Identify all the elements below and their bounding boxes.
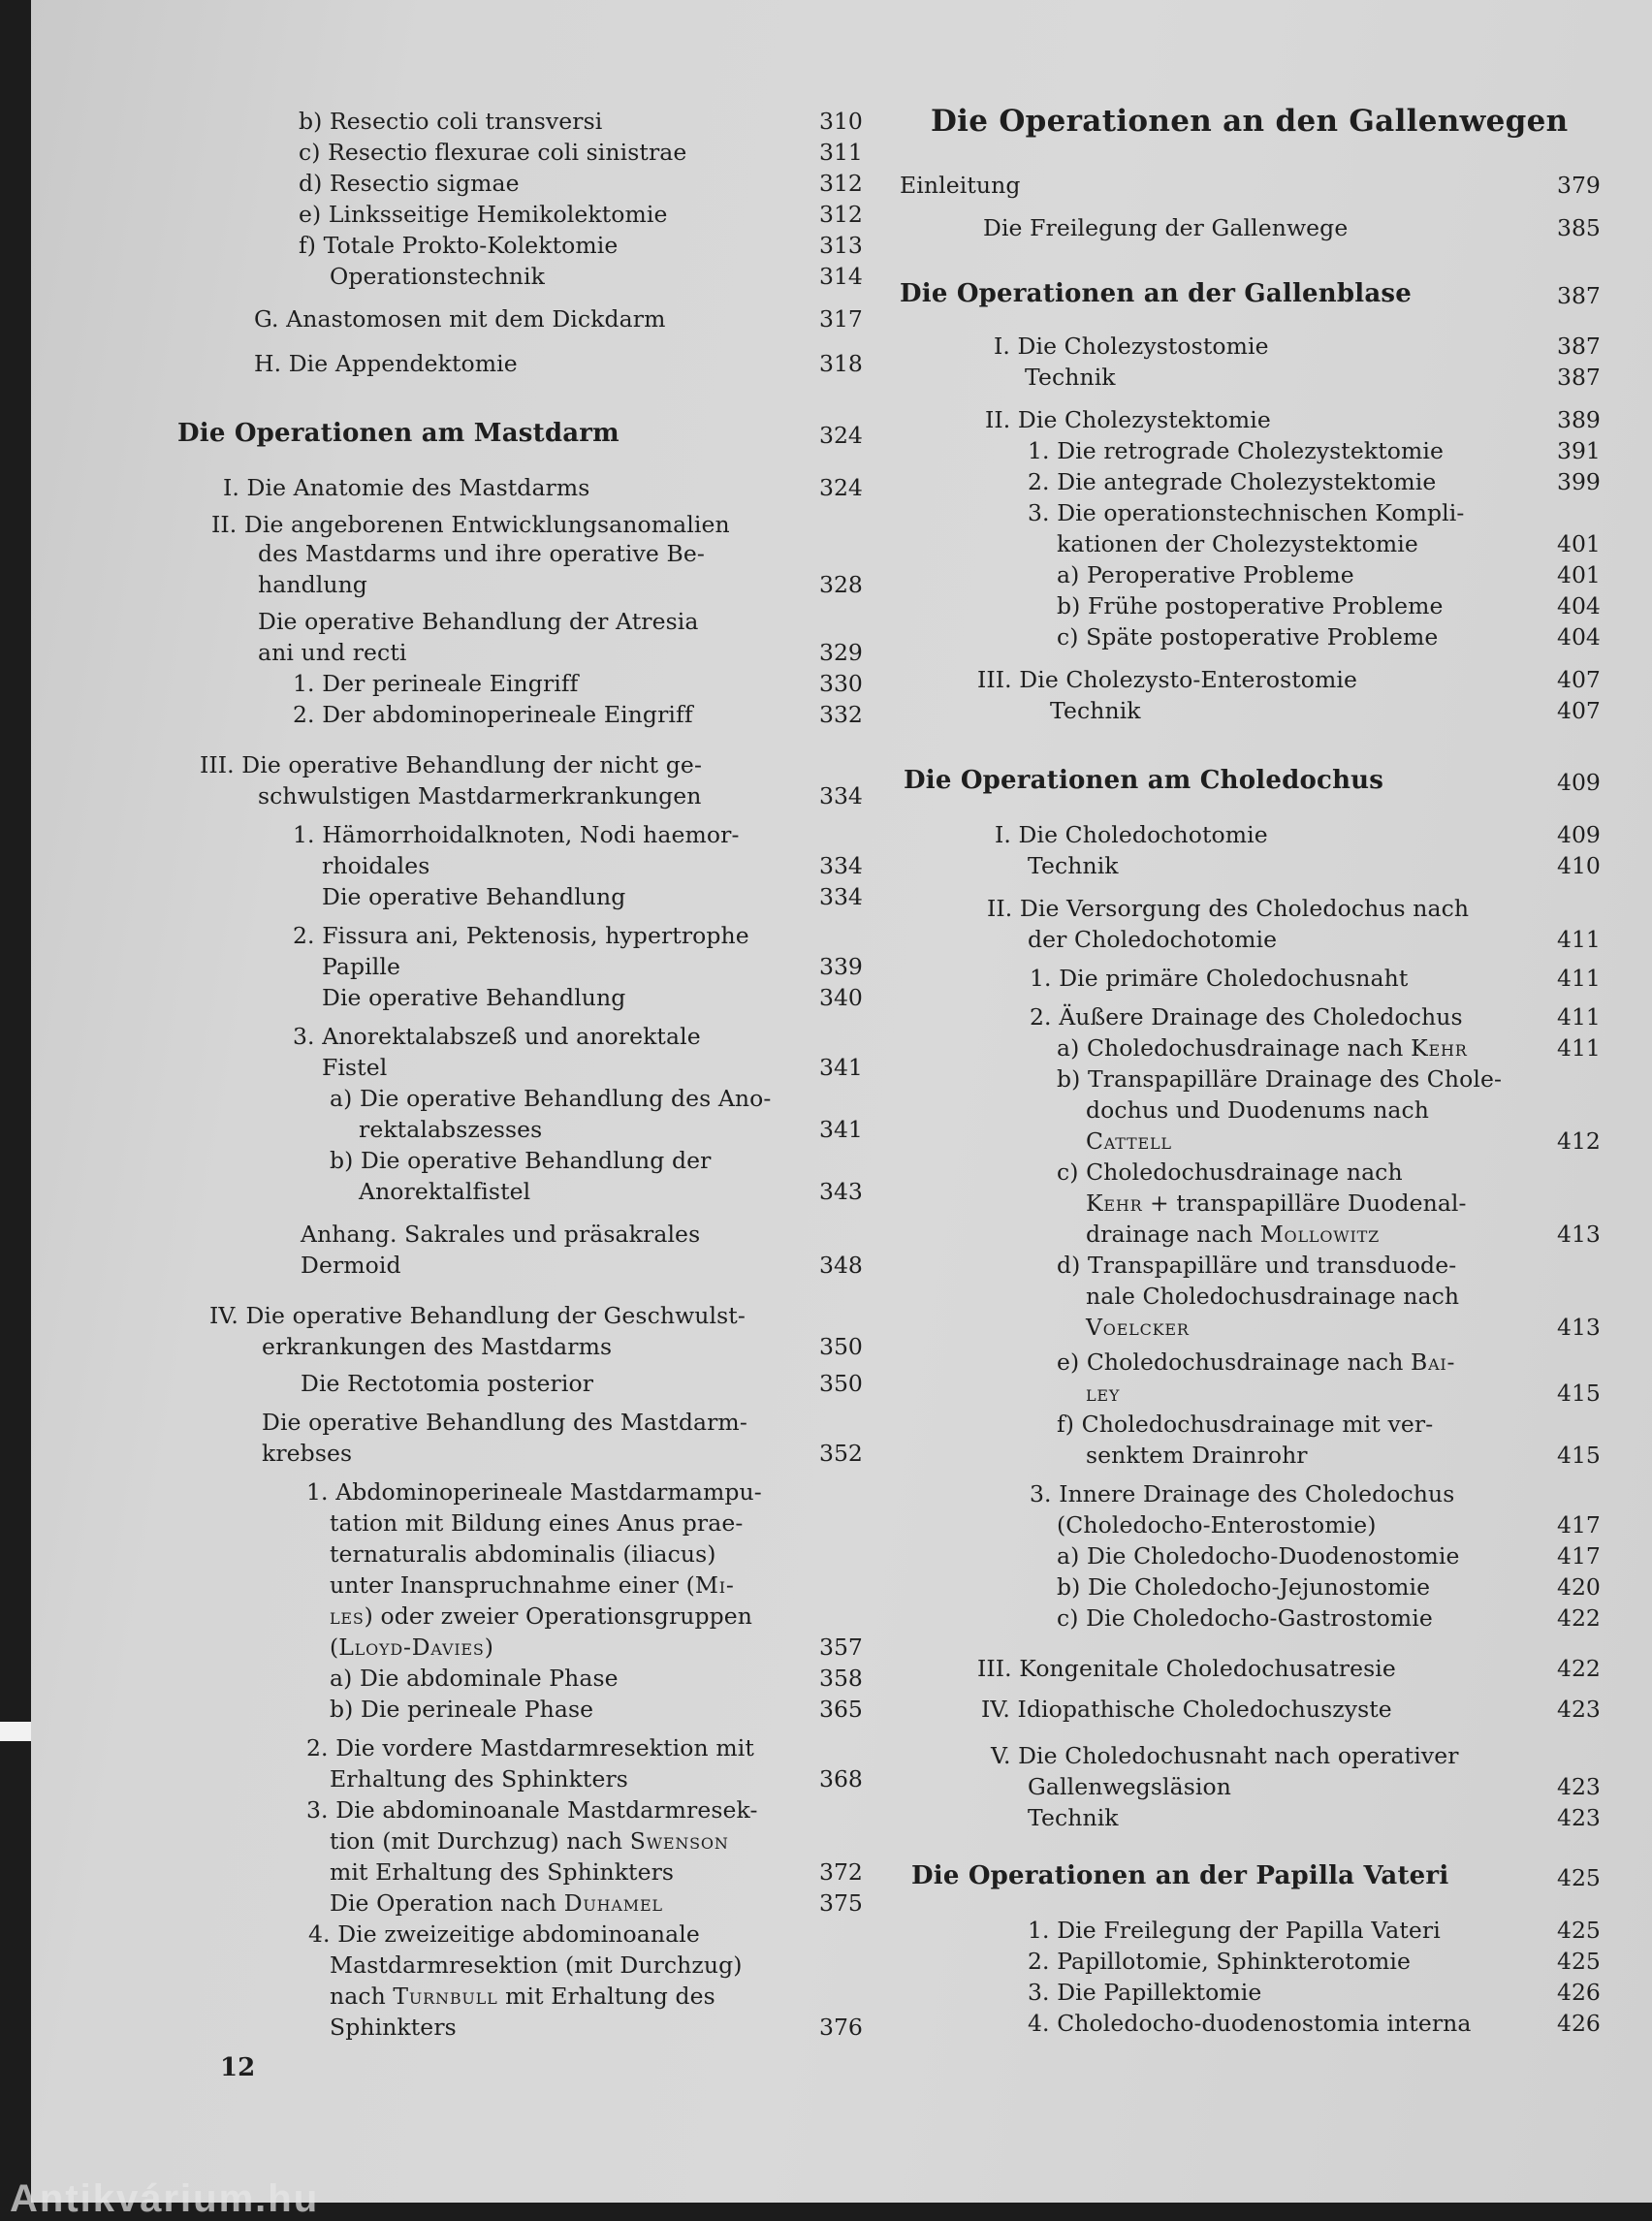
left-toc-page-number: 318 [819,350,863,377]
left-toc-page-number: 324 [819,474,863,501]
right-toc-entry: II. Die Cholezystektomie [985,406,1271,433]
left-toc-page-number: 341 [819,1054,863,1081]
right-toc-entry: 1. Die primäre Choledochusnaht [1030,965,1409,992]
right-toc-entry: 1. Die Freilegung der Papilla Vateri [1028,1917,1441,1944]
right-toc-entry: I. Die Cholezystostomie [994,333,1269,360]
left-toc-entry: b) Die perineale Phase [330,1696,594,1723]
right-toc-entry: 2. Die antegrade Cholezystektomie [1028,468,1437,495]
author-name: ley [1086,1380,1121,1407]
right-toc-page-number: 425 [1557,1864,1601,1891]
right-toc-page-number: 410 [1557,852,1601,879]
left-toc-entry: 2. Fissura ani, Pektenosis, hypertrophe [293,922,749,949]
left-toc-page-number: 314 [819,263,863,290]
left-toc-entry: 2. Die vordere Mastdarmresektion mit [306,1734,754,1761]
right-toc-page-number: 415 [1557,1442,1601,1469]
left-toc-entry: rektalabszesses [359,1116,543,1143]
right-toc-entry: a) Peroperative Probleme [1057,561,1354,588]
author-name: Duhamel [563,1889,663,1917]
left-toc-entry: d) Resectio sigmae [299,170,520,197]
left-toc-entry: Papille [322,953,400,980]
right-toc-entry: b) Frühe postoperative Probleme [1057,592,1444,619]
author-name: Voelcker [1086,1314,1190,1341]
left-toc-entry: 4. Die zweizeitige abdominoanale [308,1920,700,1948]
right-toc-entry: Die Freilegung der Gallenwege [983,214,1349,241]
right-toc-page-number: 426 [1557,1979,1601,2006]
right-toc-entry: Einleitung [900,172,1021,199]
right-toc-page-number: 426 [1557,2010,1601,2037]
left-toc-page-number: 375 [819,1889,863,1917]
left-toc-entry: erkrankungen des Mastdarms [262,1333,613,1360]
left-toc-page-number: 358 [819,1665,863,1692]
left-toc-page-number: 329 [819,639,863,666]
right-toc-entry: d) Transpapilläre und transduode- [1057,1252,1457,1279]
left-toc-page-number: 352 [819,1440,863,1467]
right-toc-page-number: 404 [1557,623,1601,650]
left-toc-page-number: 313 [819,232,863,259]
left-toc-page-number: 334 [819,852,863,879]
right-toc-entry: 3. Die operationstechnischen Kompli- [1028,499,1465,526]
right-toc-page-number: 417 [1557,1511,1601,1539]
left-toc-entry: Erhaltung des Sphinkters [330,1765,628,1793]
right-toc-entry: kationen der Cholezystektomie [1057,530,1418,557]
right-toc-entry [1086,1313,1190,1342]
left-toc-page-number: 330 [819,670,863,697]
left-toc-page-number: 365 [819,1696,863,1723]
left-toc-page-number: 350 [819,1333,863,1360]
right-toc-entry: III. Die Cholezysto-Enterostomie [977,666,1358,693]
left-toc-page-number: 339 [819,953,863,980]
right-toc-page-number: 385 [1557,214,1601,241]
left-toc-entry: Die operative Behandlung [322,984,626,1011]
left-toc-page-number: 372 [819,1858,863,1886]
right-toc-entry: V. Die Choledochusnaht nach operativer [991,1742,1459,1769]
author-name: Cattell [1086,1127,1172,1155]
right-toc-page-number: 423 [1557,1804,1601,1831]
left-toc-page-number: 343 [819,1178,863,1205]
right-toc-entry: f) Choledochusdrainage mit ver- [1057,1411,1434,1438]
right-toc-page-number: 401 [1557,561,1601,588]
right-toc-page-number: 411 [1557,926,1601,953]
left-toc-entry: Dermoid [301,1252,401,1279]
left-toc-entry: IV. Die operative Behandlung der Geschwulst- [209,1302,746,1329]
left-toc-entry: 1. Hämorrhoidalknoten, Nodi haemor- [293,821,740,848]
left-toc-entry: 1. Abdominoperineale Mastdarmampu- [306,1478,762,1506]
right-toc-entry: drainage nach Mollowitz [1086,1221,1380,1248]
left-toc-entry: mit Erhaltung des Sphinkters [330,1858,675,1886]
right-toc-page-number: 425 [1557,1917,1601,1944]
left-toc-entry: handlung [258,571,367,598]
right-toc-entry: c) Die Choledocho-Gastrostomie [1057,1604,1433,1632]
author-name: Turnbull [393,1983,498,2010]
right-toc-entry: nale Choledochusdrainage nach [1086,1283,1460,1310]
author-name: les [330,1602,365,1630]
right-toc-page-number: 423 [1557,1773,1601,1800]
left-toc-page-number: 368 [819,1765,863,1793]
right-toc-entry: 3. Die Papillektomie [1028,1979,1262,2006]
right-toc-page-number: 387 [1557,364,1601,391]
right-toc-entry: Die Operationen an den Gallenwegen [931,104,1569,139]
left-toc-page-number: 312 [819,170,863,197]
right-toc-entry: senktem Drainrohr [1086,1442,1308,1469]
right-toc-page-number: 391 [1557,437,1601,464]
right-toc-entry: IV. Idiopathische Choledochuszyste [981,1696,1392,1723]
left-toc-page-number: 334 [819,883,863,910]
left-toc-entry: b) Resectio coli transversi [299,108,603,135]
left-toc-entry: 3. Anorektalabszeß und anorektale [293,1023,701,1050]
author-name: Bai- [1411,1348,1456,1376]
left-toc-entry: H. Die Appendektomie [254,350,518,377]
right-toc-page-number: 407 [1557,697,1601,724]
right-toc-entry: Die Operationen an der Papilla Vateri [911,1861,1449,1890]
right-toc-entry: (Choledocho-Enterostomie) [1057,1511,1377,1539]
right-toc-entry: a) Die Choledocho-Duodenostomie [1057,1542,1460,1570]
right-toc-entry: c) Späte postoperative Probleme [1057,623,1439,650]
right-toc-page-number: 399 [1557,468,1601,495]
right-toc-entry: I. Die Choledochotomie [995,821,1268,848]
right-toc-page-number: 413 [1557,1314,1601,1341]
right-toc-entry: 2. Äußere Drainage des Choledochus [1030,1003,1463,1031]
watermark: Antikvárium.hu [10,2177,320,2220]
left-toc-entry: Die Operationen am Mastdarm [177,419,620,448]
right-toc-entry: a) Choledochusdrainage nach Kehr [1057,1034,1468,1062]
right-toc-entry: dochus und Duodenums nach [1086,1096,1430,1124]
page-number: 12 [220,2053,256,2082]
right-toc-entry: Technik [1028,852,1119,879]
left-toc-entry: G. Anastomosen mit dem Dickdarm [254,305,666,333]
right-toc-page-number: 387 [1557,282,1601,309]
right-toc-entry: Gallenwegsläsion [1028,1773,1231,1800]
left-toc-entry: tion (mit Durchzug) nach Swenson [330,1827,729,1855]
right-toc-entry: c) Choledochusdrainage nach [1057,1158,1403,1186]
right-toc-entry: 1. Die retrograde Cholezystektomie [1028,437,1444,464]
left-toc-entry: les) oder zweier Operationsgruppen [330,1602,753,1630]
left-toc-entry: c) Resectio flexurae coli sinistrae [299,139,687,166]
right-toc-entry [1086,1126,1172,1156]
left-toc-page-number: 357 [819,1634,863,1661]
author-name: Swenson [629,1827,729,1855]
right-toc-page-number: 389 [1557,406,1601,433]
left-toc-entry: 3. Die abdominoanale Mastdarmresek- [306,1796,758,1824]
author-name: Mollowitz [1259,1221,1380,1248]
left-toc-entry: III. Die operative Behandlung der nicht ge- [200,751,702,778]
right-toc-entry: Technik [1028,1804,1119,1831]
right-toc-page-number: 423 [1557,1696,1601,1723]
left-toc-entry: Die Rectotomia posterior [301,1370,594,1397]
left-toc-entry: Sphinkters [330,2014,457,2041]
spine-strip [0,1722,31,1741]
right-toc-page-number: 411 [1557,1003,1601,1031]
right-toc-page-number: 425 [1557,1948,1601,1975]
right-toc-page-number: 409 [1557,821,1601,848]
left-toc-entry: tation mit Bildung eines Anus prae- [330,1509,744,1537]
right-toc-entry: b) Die Choledocho-Jejunostomie [1057,1573,1431,1601]
left-toc-page-number: 341 [819,1116,863,1143]
left-toc-page-number: 340 [819,984,863,1011]
left-toc-entry: 1. Der perineale Eingriff [293,670,579,697]
left-toc-page-number: 312 [819,201,863,228]
left-toc-entry: Fistel [322,1054,388,1081]
left-toc-entry: unter Inanspruchnahme einer (Mi- [330,1571,735,1599]
left-toc-entry: a) Die abdominale Phase [330,1665,619,1692]
right-toc-entry: Die Operationen am Choledochus [904,766,1384,795]
left-toc-entry: Mastdarmresektion (mit Durchzug) [330,1951,743,1979]
left-toc-entry: Die Operation nach Duhamel [330,1889,663,1917]
left-toc-entry: 2. Der abdominoperineale Eingriff [293,701,693,728]
left-toc-page-number: 334 [819,782,863,809]
left-toc-entry: rhoidales [322,852,430,879]
right-toc-entry: 4. Choledocho-duodenostomia interna [1028,2010,1472,2037]
right-toc-page-number: 407 [1557,666,1601,693]
left-toc-entry: nach Turnbull mit Erhaltung des [330,1983,715,2010]
right-toc-entry: Die Operationen an der Gallenblase [900,279,1412,308]
right-toc-entry: II. Die Versorgung des Choledochus nach [987,895,1470,922]
left-toc-entry: II. Die angeborenen Entwicklungsanomalien [211,511,730,538]
left-toc-page-number: 310 [819,108,863,135]
left-toc-entry: Operationstechnik [330,263,546,290]
right-toc-page-number: 379 [1557,172,1601,199]
right-toc-page-number: 412 [1557,1127,1601,1155]
left-toc-entry: des Mastdarms und ihre operative Be- [258,540,705,567]
left-toc-page-number: 376 [819,2014,863,2041]
right-toc-entry [1086,1379,1120,1408]
right-toc-page-number: 411 [1557,965,1601,992]
left-toc-entry: f) Totale Prokto-Kolektomie [299,232,619,259]
right-toc-entry: Technik [1025,364,1116,391]
right-toc-entry: 2. Papillotomie, Sphinkterotomie [1028,1948,1412,1975]
right-toc-page-number: 415 [1557,1380,1601,1407]
left-toc-entry: (Lloyd-Davies) [330,1634,493,1661]
author-name: Kehr [1411,1034,1468,1062]
left-toc-entry: Die operative Behandlung der Atresia [258,608,699,635]
right-toc-page-number: 420 [1557,1573,1601,1601]
right-toc-entry: b) Transpapilläre Drainage des Chole- [1057,1065,1503,1093]
left-toc-page-number: 317 [819,305,863,333]
right-toc-page-number: 422 [1557,1655,1601,1682]
left-toc-entry: a) Die operative Behandlung des Ano- [330,1085,772,1112]
left-toc-page-number: 332 [819,701,863,728]
author-name: Kehr [1086,1190,1143,1217]
left-toc-entry: schwulstigen Mastdarmerkrankungen [258,782,702,809]
right-toc-entry: e) Choledochusdrainage nach Bai- [1057,1348,1456,1376]
book-page [31,0,1652,2203]
right-toc-entry: 3. Innere Drainage des Choledochus [1030,1480,1455,1507]
right-toc-page-number: 411 [1557,1034,1601,1062]
right-toc-page-number: 387 [1557,333,1601,360]
left-toc-page-number: 348 [819,1252,863,1279]
right-toc-page-number: 409 [1557,769,1601,796]
right-toc-page-number: 404 [1557,592,1601,619]
right-toc-entry: III. Kongenitale Choledochusatresie [977,1655,1396,1682]
right-toc-page-number: 417 [1557,1542,1601,1570]
left-toc-page-number: 311 [819,139,863,166]
left-toc-entry: Die operative Behandlung des Mastdarm- [262,1409,747,1436]
left-toc-entry: Die operative Behandlung [322,883,626,910]
right-toc-entry: Technik [1050,697,1141,724]
left-toc-entry: ani und recti [258,639,407,666]
right-toc-entry: der Choledochotomie [1028,926,1278,953]
author-name: Mi- [694,1571,735,1599]
left-toc-entry: Anorektalfistel [359,1178,531,1205]
left-toc-entry: b) Die operative Behandlung der [330,1147,712,1174]
left-toc-entry: krebses [262,1440,353,1467]
left-toc-entry: I. Die Anatomie des Mastdarms [223,474,590,501]
right-toc-page-number: 401 [1557,530,1601,557]
left-toc-entry: Anhang. Sakrales und präsakrales [301,1221,701,1248]
author-name: Lloyd-Davies [338,1634,485,1661]
right-toc-page-number: 413 [1557,1221,1601,1248]
left-toc-entry: e) Linksseitige Hemikolektomie [299,201,668,228]
right-toc-page-number: 422 [1557,1604,1601,1632]
left-toc-page-number: 328 [819,571,863,598]
left-toc-entry: ternaturalis abdominalis (iliacus) [330,1540,716,1568]
left-toc-page-number: 324 [819,422,863,449]
left-toc-page-number: 350 [819,1370,863,1397]
right-toc-entry: Kehr + transpapilläre Duodenal- [1086,1190,1467,1217]
